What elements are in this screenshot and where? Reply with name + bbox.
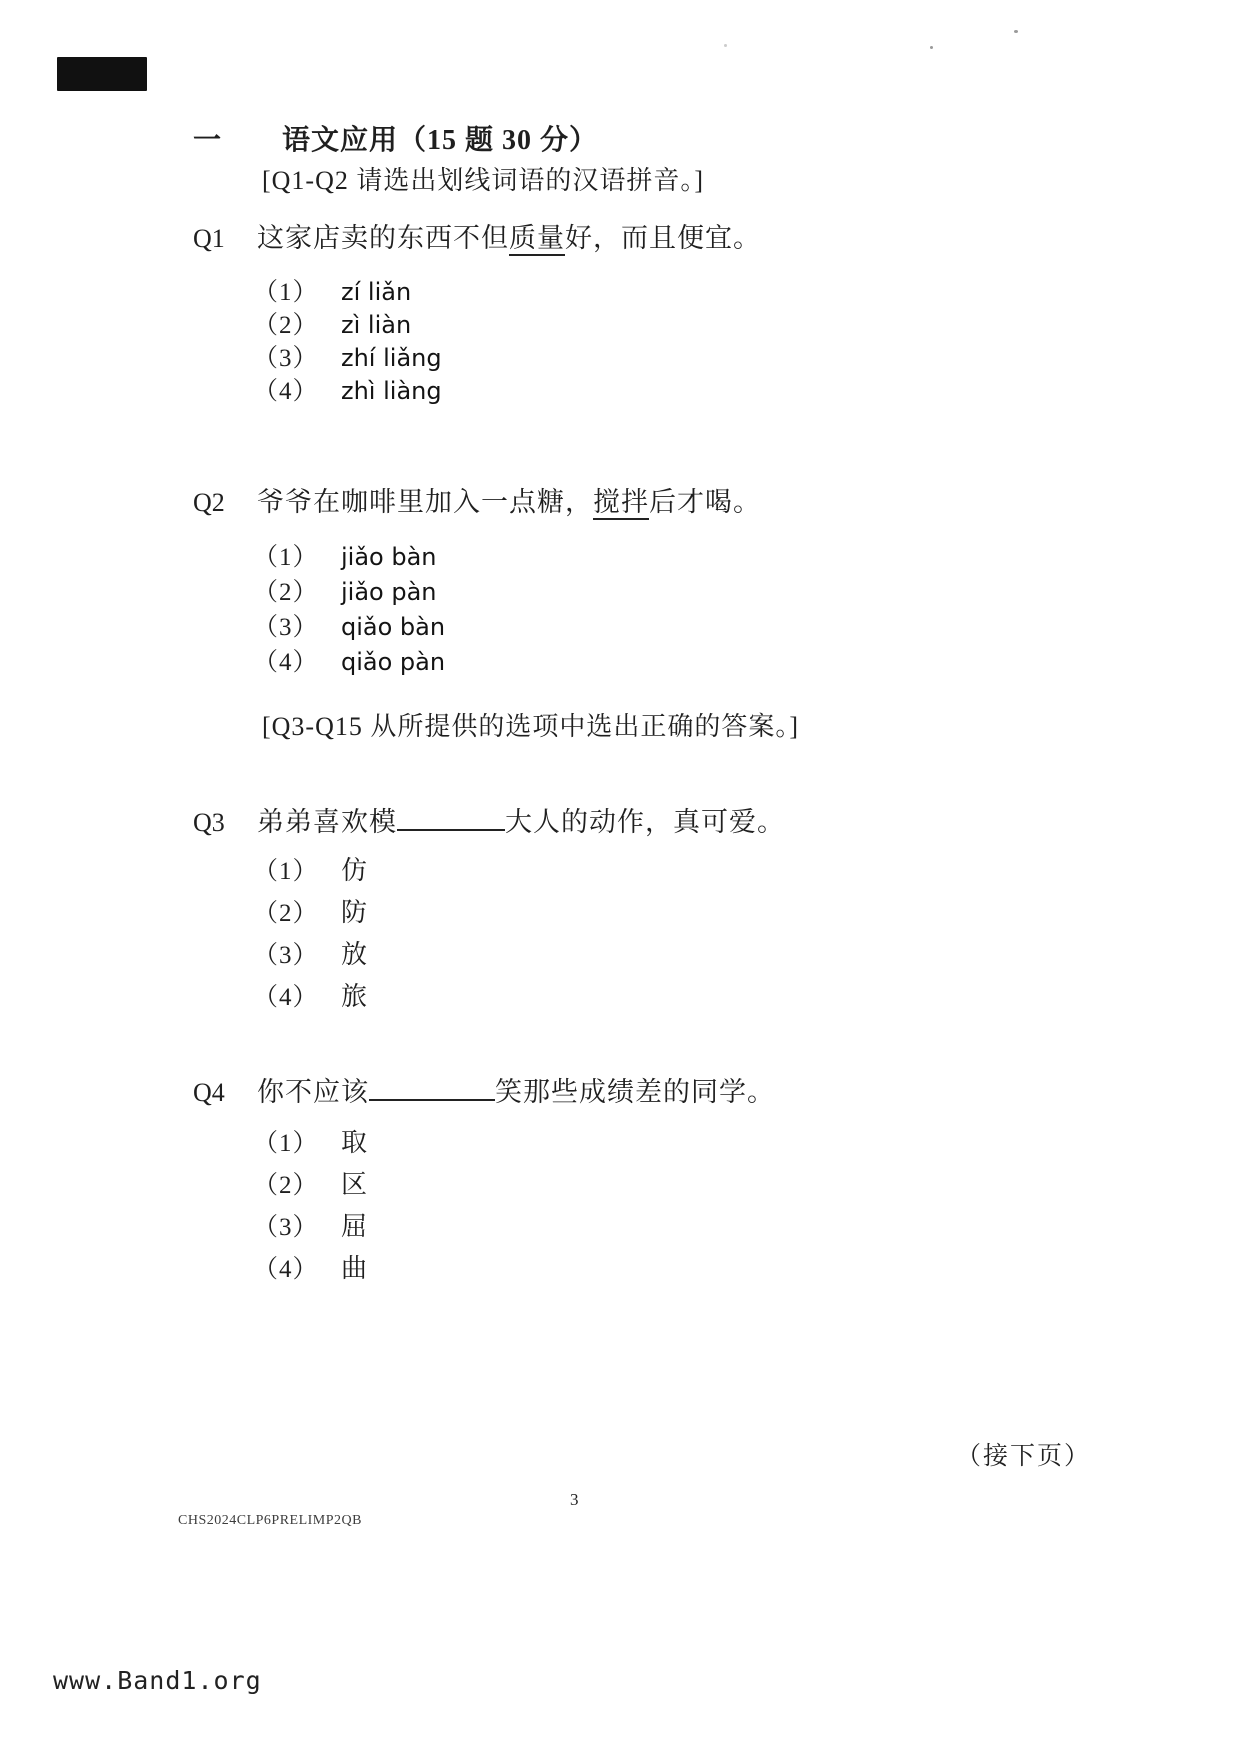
option-number: （4） (253, 378, 319, 405)
question-text-after: 好，而且便宜。 (565, 223, 761, 253)
question-text-before: 爷爷在咖啡里加入一点糖， (257, 487, 593, 517)
option-row (253, 537, 445, 572)
option-row (253, 1122, 368, 1164)
option-label: zhí liǎng (341, 344, 442, 372)
question-q2 (193, 480, 761, 519)
option-label: 放 (341, 940, 369, 969)
option-row (253, 1164, 368, 1206)
option-label: 防 (341, 898, 369, 927)
option-number: （3） (253, 942, 319, 969)
section-number: 一 (193, 125, 223, 156)
option-row (253, 572, 445, 607)
option-number: （2） (253, 312, 319, 339)
option-number: （2） (253, 579, 319, 606)
question-q1 (193, 216, 761, 255)
option-label: jiǎo bàn (341, 543, 437, 571)
option-number: （1） (253, 279, 319, 306)
option-label: zí liǎn (341, 278, 412, 306)
instruction-q1-q2: [Q1-Q2 请选出划线词语的汉语拼音。] (262, 166, 705, 195)
scan-speck (724, 44, 727, 47)
redaction-box (57, 57, 147, 91)
option-label: 屈 (341, 1212, 369, 1241)
question-text-before: 这家店卖的东西不但 (257, 223, 509, 253)
options-list-q4 (253, 1122, 368, 1290)
underlined-word: 质量 (509, 223, 565, 256)
option-label: zhì liàng (341, 377, 442, 405)
option-number: （3） (253, 345, 319, 372)
option-number: （1） (253, 544, 319, 571)
option-number: （1） (253, 1130, 319, 1157)
question-text-before: 你不应该 (257, 1077, 369, 1107)
option-label: zì liàn (341, 311, 412, 339)
option-label: qiǎo bàn (341, 613, 446, 641)
question-q3 (193, 800, 785, 839)
option-label: 取 (341, 1128, 369, 1157)
option-row (253, 934, 368, 976)
continue-note: （接下页） (956, 1443, 1092, 1470)
option-row (253, 272, 442, 305)
option-number: （4） (253, 984, 319, 1011)
option-number: （3） (253, 614, 319, 641)
option-label: qiǎo pàn (341, 648, 446, 676)
option-label: 旅 (341, 982, 369, 1011)
question-label: Q4 (193, 1078, 225, 1107)
document-code: CHS2024CLP6PRELIMP2QB (178, 1513, 362, 1528)
question-label: Q2 (193, 488, 225, 517)
option-row (253, 305, 442, 338)
underlined-word: 搅拌 (593, 487, 649, 520)
scan-speck (1014, 30, 1018, 33)
option-row (253, 850, 368, 892)
option-label: jiǎo pàn (341, 578, 437, 606)
option-row (253, 976, 368, 1018)
option-row (253, 338, 442, 371)
watermark-url: www.Band1.org (53, 1666, 262, 1695)
options-list-q1 (253, 272, 442, 404)
scan-speck (930, 46, 933, 49)
question-text-before: 弟弟喜欢模 (257, 807, 397, 837)
option-number: （3） (253, 1214, 319, 1241)
option-number: （4） (253, 649, 319, 676)
option-row (253, 892, 368, 934)
option-number: （2） (253, 900, 319, 927)
option-row (253, 1248, 368, 1290)
option-row (253, 607, 445, 642)
question-text-after: 大人的动作，真可爱。 (505, 807, 785, 837)
section-heading (193, 118, 598, 158)
option-number: （2） (253, 1172, 319, 1199)
option-number: （1） (253, 858, 319, 885)
page-number: 3 (570, 1490, 579, 1509)
section-title: 语文应用（15 题 30 分） (282, 125, 599, 156)
option-label: 曲 (341, 1254, 369, 1283)
blank-line (369, 1072, 495, 1101)
option-row (253, 642, 445, 677)
question-label: Q1 (193, 224, 225, 253)
question-text-after: 笑那些成绩差的同学。 (495, 1077, 775, 1107)
option-number: （4） (253, 1256, 319, 1283)
option-label: 区 (341, 1170, 369, 1199)
instruction-q3-q15: [Q3-Q15 从所提供的选项中选出正确的答案。] (262, 712, 800, 741)
options-list-q3 (253, 850, 368, 1018)
question-text-after: 后才喝。 (649, 487, 761, 517)
option-label: 仿 (341, 856, 369, 885)
blank-line (397, 802, 505, 831)
question-q4 (193, 1070, 775, 1109)
option-row (253, 371, 442, 404)
options-list-q2 (253, 537, 445, 677)
question-label: Q3 (193, 808, 225, 837)
option-row (253, 1206, 368, 1248)
